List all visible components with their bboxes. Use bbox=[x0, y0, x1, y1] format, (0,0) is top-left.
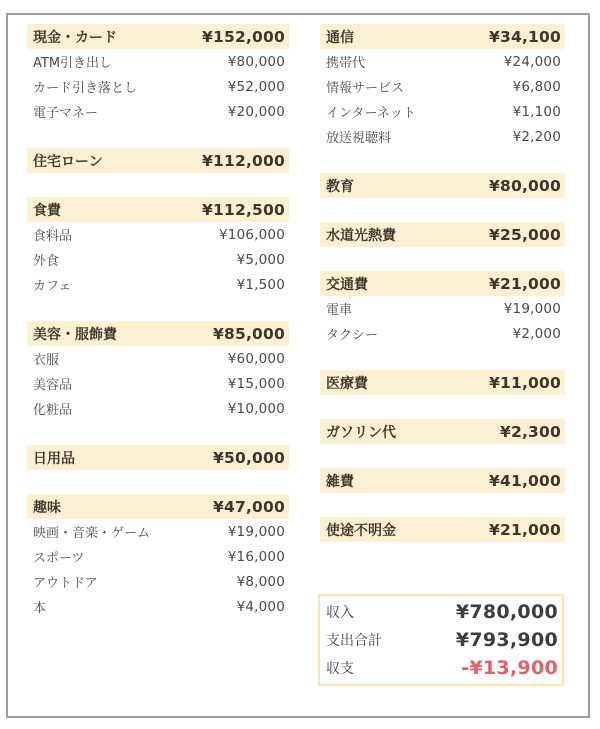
category-header bbox=[320, 468, 565, 493]
category-group bbox=[320, 271, 565, 346]
line-item bbox=[320, 321, 565, 346]
expense-total-label: 支出合計 bbox=[326, 633, 382, 649]
category-header bbox=[27, 24, 289, 49]
category-total: ¥11,000 bbox=[489, 373, 561, 392]
summary-box bbox=[318, 594, 564, 686]
category-name: 日用品 bbox=[33, 450, 75, 467]
income-label: 収入 bbox=[326, 605, 354, 621]
category-group bbox=[27, 197, 289, 297]
line-item bbox=[27, 569, 289, 594]
line-item bbox=[27, 519, 289, 544]
category-group bbox=[27, 148, 289, 173]
expense-total-row bbox=[326, 626, 558, 654]
category-group bbox=[320, 173, 565, 198]
line-item-label: アウトドア bbox=[33, 576, 98, 591]
line-item bbox=[27, 544, 289, 569]
line-item-amount: ¥20,000 bbox=[227, 103, 285, 120]
category-group bbox=[320, 222, 565, 247]
category-header bbox=[27, 148, 289, 173]
line-item bbox=[320, 99, 565, 124]
category-name: 食費 bbox=[33, 202, 61, 219]
line-item-amount: ¥16,000 bbox=[227, 548, 285, 565]
line-item bbox=[27, 396, 289, 421]
line-item bbox=[27, 222, 289, 247]
category-group bbox=[27, 24, 289, 124]
line-item-amount: ¥5,000 bbox=[236, 251, 285, 268]
line-item-amount: ¥52,000 bbox=[227, 78, 285, 95]
line-item bbox=[27, 99, 289, 124]
category-header bbox=[320, 24, 565, 49]
category-group bbox=[320, 370, 565, 395]
category-name: 雑費 bbox=[326, 473, 354, 490]
category-group bbox=[27, 494, 289, 619]
income-row bbox=[326, 598, 558, 626]
line-item bbox=[27, 74, 289, 99]
line-item-label: タクシー bbox=[326, 328, 379, 343]
category-total: ¥41,000 bbox=[489, 471, 561, 490]
line-item-amount: ¥2,200 bbox=[512, 128, 561, 145]
category-header bbox=[27, 494, 289, 519]
category-name: 交通費 bbox=[326, 276, 368, 293]
line-item-amount: ¥1,500 bbox=[236, 276, 285, 293]
category-group bbox=[27, 321, 289, 421]
line-item-amount: ¥2,000 bbox=[512, 325, 561, 342]
balance-row bbox=[326, 654, 558, 682]
line-item-label: 映画・音楽・ゲーム bbox=[33, 526, 151, 541]
category-name: 水道光熱費 bbox=[326, 227, 396, 244]
line-item bbox=[27, 49, 289, 74]
category-name: 現金・カード bbox=[33, 29, 117, 46]
line-item-label: 衣服 bbox=[33, 353, 60, 368]
line-item bbox=[27, 272, 289, 297]
line-item-label: ATM引き出し bbox=[33, 56, 113, 71]
category-name: 使途不明金 bbox=[326, 522, 396, 539]
category-total: ¥152,000 bbox=[202, 27, 285, 46]
line-item bbox=[320, 49, 565, 74]
line-item bbox=[27, 247, 289, 272]
line-item-label: カード引き落とし bbox=[33, 81, 138, 96]
line-item-label: スポーツ bbox=[33, 551, 85, 566]
category-total: ¥80,000 bbox=[489, 176, 561, 195]
balance-amount: -¥13,900 bbox=[461, 657, 558, 679]
category-name: ガソリン代 bbox=[326, 424, 396, 441]
category-total: ¥112,500 bbox=[202, 200, 285, 219]
category-header bbox=[320, 173, 565, 198]
line-item bbox=[27, 371, 289, 396]
category-name: 趣味 bbox=[33, 499, 61, 516]
category-total: ¥21,000 bbox=[489, 274, 561, 293]
line-item-amount: ¥60,000 bbox=[227, 350, 285, 367]
category-total: ¥34,100 bbox=[489, 27, 561, 46]
line-item-amount: ¥10,000 bbox=[227, 400, 285, 417]
income-amount: ¥780,000 bbox=[455, 601, 558, 623]
line-item bbox=[320, 74, 565, 99]
category-total: ¥112,000 bbox=[202, 151, 285, 170]
line-item-label: 放送視聴料 bbox=[326, 131, 392, 146]
expense-total-amount: ¥793,900 bbox=[455, 629, 558, 651]
right-column bbox=[320, 24, 565, 566]
line-item-label: 情報サービス bbox=[326, 81, 405, 96]
category-group bbox=[320, 468, 565, 493]
line-item-label: インターネット bbox=[326, 106, 416, 121]
line-item-label: 化粧品 bbox=[33, 403, 73, 418]
category-name: 医療費 bbox=[326, 375, 368, 392]
line-item-amount: ¥1,100 bbox=[512, 103, 561, 120]
category-group bbox=[27, 445, 289, 470]
category-total: ¥47,000 bbox=[213, 497, 285, 516]
line-item-amount: ¥6,800 bbox=[512, 78, 561, 95]
category-group bbox=[320, 24, 565, 149]
line-item-label: 美容品 bbox=[33, 378, 73, 393]
category-header bbox=[320, 370, 565, 395]
category-name: 通信 bbox=[326, 29, 354, 46]
category-total: ¥21,000 bbox=[489, 520, 561, 539]
line-item-amount: ¥15,000 bbox=[227, 375, 285, 392]
line-item-amount: ¥24,000 bbox=[503, 53, 561, 70]
category-header bbox=[320, 271, 565, 296]
line-item-label: 外食 bbox=[33, 254, 60, 269]
category-header bbox=[27, 445, 289, 470]
line-item-label: 電子マネー bbox=[33, 106, 99, 121]
line-item-amount: ¥8,000 bbox=[236, 573, 285, 590]
category-header bbox=[320, 517, 565, 542]
category-header bbox=[27, 197, 289, 222]
category-total: ¥85,000 bbox=[213, 324, 285, 343]
line-item-label: 携帯代 bbox=[326, 56, 366, 71]
line-item-amount: ¥19,000 bbox=[227, 523, 285, 540]
category-name: 教育 bbox=[326, 178, 354, 195]
line-item bbox=[27, 346, 289, 371]
category-total: ¥25,000 bbox=[489, 225, 561, 244]
line-item bbox=[320, 296, 565, 321]
category-header bbox=[320, 222, 565, 247]
line-item-amount: ¥4,000 bbox=[236, 598, 285, 615]
line-item-label: 本 bbox=[33, 601, 47, 616]
line-item-amount: ¥80,000 bbox=[227, 53, 285, 70]
category-group bbox=[320, 517, 565, 542]
category-name: 美容・服飾費 bbox=[33, 326, 117, 343]
line-item-amount: ¥106,000 bbox=[218, 226, 285, 243]
line-item bbox=[27, 594, 289, 619]
category-total: ¥50,000 bbox=[213, 448, 285, 467]
line-item-label: 電車 bbox=[326, 303, 353, 318]
line-item bbox=[320, 124, 565, 149]
line-item-label: 食料品 bbox=[33, 229, 73, 244]
line-item-label: カフェ bbox=[33, 279, 72, 294]
category-name: 住宅ローン bbox=[33, 153, 103, 170]
balance-label: 収支 bbox=[326, 661, 354, 677]
category-group bbox=[320, 419, 565, 444]
left-column bbox=[27, 24, 289, 643]
category-total: ¥2,300 bbox=[499, 422, 561, 441]
category-header bbox=[320, 419, 565, 444]
line-item-amount: ¥19,000 bbox=[503, 300, 561, 317]
category-header bbox=[27, 321, 289, 346]
